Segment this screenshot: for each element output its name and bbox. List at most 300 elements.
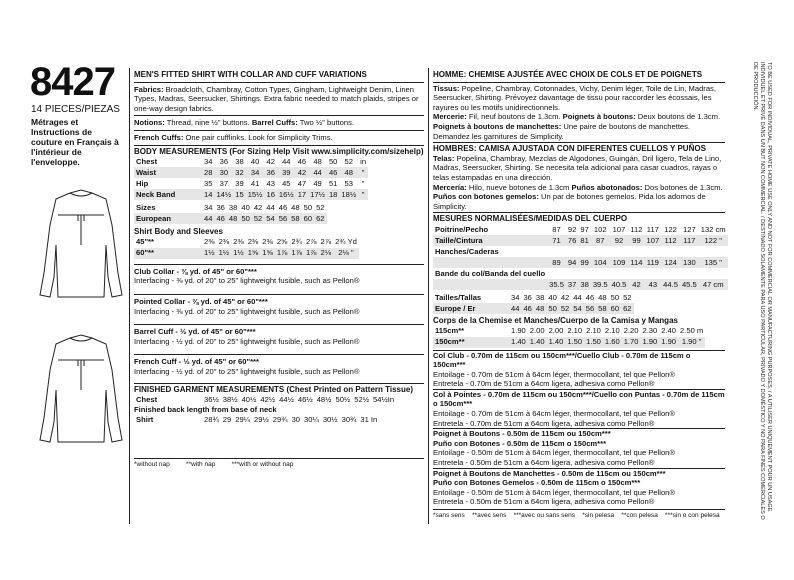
table-cell: 58 <box>598 303 607 313</box>
row-label: Bande du col/Banda del cuello <box>435 268 546 278</box>
table-cell: 2⅜ <box>233 237 244 247</box>
table-cell: 2⅜ <box>204 237 215 247</box>
table-cell: 2.40 <box>661 326 677 336</box>
table-cell: 43 <box>266 178 275 188</box>
corps-table <box>433 326 705 348</box>
table-cell: 34 <box>204 202 213 212</box>
entoilage-4: Entoilage - 0.50m de 51cm à 64cm léger, thermocollant, tel que Pellon® <box>433 487 675 497</box>
table-cell: 34 <box>511 292 520 302</box>
table-cell: 50 <box>303 202 313 212</box>
interfacing-1: Interfacing - ⅜ yd. of 20" to 25" lightweight fusible, such as Pellon® <box>134 276 360 286</box>
col-club-text: Col Club - 0.70m de 115cm ou 150cm***/Cuello Club - 0.70m de 115cm o 150cm*** <box>433 350 691 370</box>
table-cell <box>628 268 644 279</box>
table-cell: 45 <box>282 178 291 188</box>
table-cell: 119 <box>646 257 659 267</box>
table-cell: 1½ <box>218 248 230 258</box>
table-row <box>433 326 705 337</box>
table-cell: 2⅞ <box>305 237 317 247</box>
row-label: Hip <box>136 178 149 188</box>
table-cell: 122 " <box>704 235 722 245</box>
shirt-body-heading: Shirt Body and Sleeves <box>134 227 223 237</box>
table-cell: 1⅞ <box>276 248 288 258</box>
table-cell: 92 <box>567 224 577 234</box>
french-cuff-line <box>134 354 424 367</box>
table-cell: 36 <box>219 156 229 166</box>
table-cell: 32 <box>235 167 244 177</box>
table-cell: 44 <box>573 292 582 302</box>
interfacing-3: Interfacing - ½ yd. of 20" to 25" lightweight fusible, such as Pellon® <box>134 336 360 346</box>
barrel-cuff-line <box>134 324 424 337</box>
side-legal-wrapper <box>732 62 772 522</box>
mercerie-text: Fil, neuf boutons de 1.3cm. <box>468 112 561 122</box>
table-cell: 40½ <box>241 394 257 404</box>
interfacing-2: Interfacing - ⅜ yd. of 20" to 25" lightweight fusible, such as Pellon® <box>134 306 360 316</box>
table-cell: 81 <box>580 235 589 245</box>
table-cell <box>680 268 699 279</box>
table-cell: 2⅜ <box>218 237 230 247</box>
table-cell <box>699 246 728 257</box>
pattern-number: 8427 <box>30 60 115 104</box>
footnote-con-pelesa: **con pelesa <box>621 512 658 519</box>
table-cell <box>610 268 629 279</box>
table-cell: 35 <box>204 178 213 188</box>
poignet-manchettes-text: Poignet à Boutons de Manchettes - 0.50m de 115cm ou 150cm*** <box>433 468 666 478</box>
row-label <box>433 279 547 290</box>
table-cell <box>547 246 566 257</box>
table-cell: 41 <box>250 178 260 188</box>
row-label: Waist <box>136 167 156 177</box>
table-row <box>134 189 368 200</box>
table-cell: 44 <box>204 213 213 223</box>
table-cell: 44.5 <box>663 279 678 289</box>
french-spanish-section <box>433 70 725 521</box>
telas-block <box>433 154 725 183</box>
french-cuffs-label: French Cuffs: <box>134 132 184 142</box>
table-cell: 14 <box>204 189 213 199</box>
table-row <box>433 303 634 314</box>
finished-shirt-table <box>134 415 379 426</box>
french-title: HOMME: CHEMISE AJUSTÉE AVEC CHOIX DE COLS ET DE POIGNETS <box>433 70 703 79</box>
table-cell: 44 <box>266 202 275 212</box>
table-cell: 30½ <box>322 415 338 425</box>
table-cell: 40.5 <box>611 279 627 289</box>
table-cell: 1.40 <box>511 337 526 347</box>
table-cell: 54½In <box>373 394 395 404</box>
row-label: Hanches/Caderas <box>435 246 499 256</box>
table-cell: 54 <box>573 303 582 313</box>
poignet-boutons-text: Poignet à Boutons - 0.50m de 115cm ou 150cm*** <box>433 429 611 439</box>
table-cell: 1.90 " <box>681 337 702 347</box>
table-cell: 46 <box>278 202 288 212</box>
table-cell: 130 <box>683 257 696 267</box>
pointed-collar-text: Pointed Collar - ⅜ yd. of 45" or 60"*** <box>134 296 268 306</box>
table-cell: 43 <box>648 279 658 289</box>
table-cell: 38½ <box>222 394 238 404</box>
sizes-table <box>134 202 327 224</box>
footnote-sin-o-con-pelesa: ***sin o con pelesa <box>665 512 720 519</box>
table-cell: 28 <box>204 167 213 177</box>
row-label <box>433 257 547 268</box>
row-label: Tailles/Tallas <box>435 292 482 302</box>
table-row <box>433 224 728 235</box>
footnote-avec-sens: **avec sens <box>472 512 507 519</box>
table-cell: 1.90 <box>511 326 526 336</box>
footnote-sans-sens: *sans sens <box>433 512 465 519</box>
table-cell: 2.10 <box>567 326 583 336</box>
table-cell <box>578 246 590 257</box>
table-cell: 2.00 <box>548 326 564 336</box>
table-cell: 44 <box>313 167 322 177</box>
table-cell: 2⅛ " <box>338 248 354 258</box>
table-cell: 29 <box>222 415 232 425</box>
table-cell: 30¾ <box>341 415 357 425</box>
table-cell: 39.5 <box>592 279 608 289</box>
tailles-table <box>433 292 634 314</box>
table-cell <box>661 268 680 279</box>
table-cell: 36½ <box>204 394 219 404</box>
table-cell: 50 <box>241 213 250 223</box>
table-cell: 49 <box>313 178 322 188</box>
table-cell: 37 <box>567 279 577 289</box>
table-cell: 127 <box>683 224 696 234</box>
table-cell: 52 <box>344 156 353 166</box>
table-cell: 48 <box>291 202 300 212</box>
entoilage-2: Entoilage - 0.70m de 51cm à 64cm léger, thermocollant, tel que Pellon® <box>433 409 675 419</box>
table-cell: 48½ <box>316 394 332 404</box>
table-cell: 132 cm <box>700 224 726 234</box>
table-cell: 17 <box>297 189 307 199</box>
table-cell: 2.50 m <box>680 326 704 336</box>
table-cell: 76 <box>567 235 577 245</box>
table-cell: 2.00 <box>529 326 545 336</box>
table-cell: 45.5 <box>681 279 697 289</box>
club-collar-text: Club Collar - ⅜ yd. of 45" or 60"*** <box>134 266 257 276</box>
table-row <box>433 257 728 268</box>
table-cell: 107 <box>612 224 626 234</box>
table-cell: 112 <box>630 224 643 234</box>
entretela-4: Entretela - 0.50m de 51cm a 64cm ligera, adhesiva como Pellon® <box>433 497 655 507</box>
manchettes-text: Une paire de boutons de manchettes. Demandez les garnitures de Simplicity. <box>433 121 691 141</box>
notions-block <box>134 115 424 128</box>
table-cell: 117 <box>683 235 696 245</box>
table-cell: 29½ <box>254 415 269 425</box>
table-cell: 15½ <box>247 189 263 199</box>
footnote-without-nap: *without nap <box>134 460 170 468</box>
table-cell <box>591 268 610 279</box>
table-cell: 30 <box>291 415 301 425</box>
fabrics-label: Fabrics: <box>134 84 164 94</box>
poignet-manchettes-block <box>433 468 725 507</box>
table-cell: 1.90 <box>642 337 658 347</box>
table-cell: 58 <box>291 213 300 223</box>
table-cell: 42 <box>560 292 570 302</box>
fabrics-text: Broadcloth, Chambray, Cotton Types, Gingham, Lightweight Denim, Linen Types, Madras, Seersucker, Shirtings. Extra fabric needed to match plaids, stripes or one-way design fabrics. <box>134 84 419 113</box>
side-legal-text: TO BE USED FOR INDIVIDUAL, PRIVATE HOME USE ONLY AND NOT FOR COMMERCIAL OR MANUFACTURING PURPOSES. / A UTILISER UNIQUEMENT POUR UN USAGE INDIVIDUEL ET PRIVÉ DANS UN BUT NON COMMERCIAL. / DESTINADO SOLAMENTE PARA USO PARTICULAR, PRIVADO Y DOMÉSTICO Y NO PARA FINES COMERCIALES O DE PRODUCCIÓN. <box>752 62 772 520</box>
table-cell: 14½ <box>216 189 232 199</box>
table-cell: 1.60 <box>604 337 620 347</box>
table-cell: 124 <box>664 257 677 267</box>
table-cell: 50½ <box>335 394 351 404</box>
table-cell: 47 <box>297 178 307 188</box>
table-cell: 34 <box>204 156 213 166</box>
table-cell: 71 <box>552 235 561 245</box>
table-cell: 42 <box>266 156 275 166</box>
table-cell: 1.50 <box>567 337 583 347</box>
table-cell: 17½ <box>310 189 325 199</box>
table-cell: 94 <box>567 257 577 267</box>
entretela-2: Entretela - 0.70m de 51cm a 64cm ligera, adhesiva como Pellon® <box>433 418 655 428</box>
row-label: 150cm** <box>435 337 465 347</box>
table-cell: 18½ <box>341 189 357 199</box>
poignets-text: Deux boutons de 1.3cm. <box>637 112 721 122</box>
entretela-1: Entretela - 0.70m de 51cm a 64cm ligera, adhesiva como Pellon® <box>433 379 655 389</box>
table-cell: 62 <box>623 303 632 313</box>
table-cell: 54 <box>266 213 275 223</box>
table-cell: 87 <box>552 224 561 234</box>
table-cell: 38 <box>228 202 238 212</box>
table-cell: 29¾ <box>272 415 288 425</box>
puno-botones-text: Puño con Botones - 0.50m de 115cm o 150cm*** <box>433 438 607 448</box>
body-measurements-heading: BODY MEASUREMENTS (For Sizing Help Visit www.simplicity.com/sizehelp) <box>134 146 424 156</box>
table-cell: 38 <box>580 279 589 289</box>
table-cell: 1.70 <box>623 337 639 347</box>
table-cell: 56 <box>278 213 288 223</box>
table-cell: 48 <box>313 156 322 166</box>
row-label: Neck Band <box>136 189 176 199</box>
table-cell: 48 <box>344 167 353 177</box>
table-cell: " <box>361 167 365 177</box>
table-row <box>134 213 327 224</box>
notions-text: Thread, nine ½" buttons. <box>166 118 250 128</box>
table-cell: 2.10 <box>586 326 601 336</box>
table-cell: 40 <box>250 156 260 166</box>
french-cuff-text: French Cuff - ½ yd. of 45" or 60"*** <box>134 357 259 367</box>
table-cell: 46 <box>216 213 225 223</box>
col-pointes-text: Col à Pointes - 0.70m de 115cm ou 150cm***/Cuello con Puntas - 0.70m de 115cm o 150cm*** <box>433 389 725 409</box>
table-cell <box>610 246 629 257</box>
table-cell <box>628 246 644 257</box>
pointed-collar-line <box>134 294 424 307</box>
gemelos-block <box>433 192 725 211</box>
punos-text: Dos botones de 1.3cm. <box>644 182 723 192</box>
table-row <box>433 235 728 246</box>
table-cell: 50 <box>328 156 338 166</box>
table-cell: 109 <box>612 257 626 267</box>
table-cell: 46½ <box>297 394 313 404</box>
table-cell: 30¼ <box>304 415 319 425</box>
table-cell: 37 <box>219 178 229 188</box>
table-cell: 60 <box>610 303 620 313</box>
table-row <box>433 337 705 348</box>
english-footnotes <box>134 458 424 470</box>
table-cell: 48 <box>228 213 238 223</box>
table-row <box>134 167 368 178</box>
table-cell <box>566 268 578 279</box>
gemelos-text: Un par de botones gemelos. Pida los adornos de Simplicity. <box>433 192 706 211</box>
table-cell: 52 <box>560 303 570 313</box>
table-cell: 89 <box>552 257 561 267</box>
table-cell: 62 <box>316 213 325 223</box>
table-cell: 39 <box>282 167 291 177</box>
table-cell: 102 <box>593 224 607 234</box>
table-cell: 30 <box>219 167 229 177</box>
telas-label: Telas: <box>433 153 455 163</box>
french-cuffs-block <box>134 130 424 143</box>
table-cell: 2¾ <box>291 237 302 247</box>
row-label: Chest <box>136 156 158 166</box>
left-divider <box>129 68 130 524</box>
table-cell: 48 <box>598 292 607 302</box>
table-cell: 52 <box>623 292 632 302</box>
table-cell: 1⅝ <box>247 248 259 258</box>
table-cell: 2⅛ <box>320 248 332 258</box>
table-row <box>433 268 728 279</box>
table-cell: 2⅜ <box>262 237 273 247</box>
table-cell: 135 " <box>704 257 722 267</box>
english-title: MEN'S FITTED SHIRT WITH COLLAR AND CUFF VARIATIONS <box>134 70 367 79</box>
entoilage-3: Entoilage - 0.50m de 51cm à 64cm léger, thermocollant, tel que Pellon® <box>433 448 675 458</box>
table-cell <box>645 246 662 257</box>
table-cell: 28¾ <box>204 415 219 425</box>
table-cell: 1.40 <box>529 337 545 347</box>
table-cell: 48 <box>535 303 545 313</box>
table-cell <box>566 246 578 257</box>
table-cell: 47 cm <box>702 279 724 289</box>
mesures-heading: MESURES NORMALISÉES/MEDIDAS DEL CUERPO <box>433 212 725 224</box>
french-cuffs-text: One pair cufflinks. Look for Simplicity Trims. <box>185 132 333 142</box>
table-cell: 44 <box>511 303 520 313</box>
row-label: Europe / Er <box>435 303 476 313</box>
table-cell: 38 <box>235 156 244 166</box>
table-cell: 18 <box>328 189 338 199</box>
table-cell <box>578 268 590 279</box>
table-cell: 40 <box>548 292 557 302</box>
table-cell: 2⅜ <box>247 237 259 247</box>
table-cell: 31 In <box>360 415 378 425</box>
row-label: Taille/Cintura <box>435 235 483 245</box>
table-cell <box>680 246 699 257</box>
table-cell: 2⅞ <box>320 237 332 247</box>
table-cell: 38 <box>535 292 545 302</box>
mercerie-block <box>433 112 725 122</box>
table-cell: 1⅝ <box>262 248 273 258</box>
table-row <box>134 415 379 426</box>
table-cell: 42 <box>632 279 641 289</box>
punos-label: Puños abotonados: <box>571 182 643 192</box>
footnote-with-nap: **with nap <box>186 460 216 468</box>
table-cell: 39 <box>235 178 244 188</box>
barrel-cuff-text: Barrel Cuff - ½ yd. of 45" or 60"*** <box>134 327 256 337</box>
table-cell: 1½ <box>233 248 244 258</box>
table-cell: 15 <box>235 189 244 199</box>
table-cell: 1.90 <box>661 337 677 347</box>
table-cell: 34 <box>250 167 260 177</box>
table-row <box>134 178 368 189</box>
poignets-label: Poignets à boutons: <box>562 112 636 122</box>
table-cell: 117 <box>646 224 659 234</box>
puno-gemelos-text: Puño con Botones Gemelos - 0.50m de 115cm o 150cm*** <box>433 478 641 488</box>
table-cell: 53 <box>344 178 353 188</box>
table-cell: 99 <box>632 235 641 245</box>
table-row <box>134 156 368 167</box>
table-cell: 52½ <box>354 394 370 404</box>
table-cell: 29¼ <box>235 415 251 425</box>
center-divider <box>428 68 429 524</box>
table-cell: 16 <box>266 189 275 199</box>
table-row <box>134 237 359 248</box>
shirt-back-drawing-1 <box>34 185 129 305</box>
table-cell: 52 <box>253 213 263 223</box>
table-cell: 114 <box>630 257 643 267</box>
tissus-text: Popeline, Chambray, Cotonnades, Vichy, Denim léger, Toile de Lin, Madras, Seersucker, Shirting. Prévoyez davantage de tissu pour raccorder les écossais, les rayures ou les motifs unidirectionnels. <box>433 83 716 112</box>
table-cell <box>661 246 680 257</box>
shirt-yardage-table <box>134 237 359 259</box>
table-cell: 99 <box>580 257 589 267</box>
col-pointes-block <box>433 389 725 428</box>
fabrics-block <box>134 82 424 114</box>
spanish-title: HOMBRES: CAMISA AJUSTADA CON DIFERENTES CUELLOS Y PUÑOS <box>433 142 725 154</box>
table-cell: 42 <box>253 202 263 212</box>
corps-heading: Corps de la Chemise et Manches/Cuerpo de la Camisa y Mangas <box>433 315 678 325</box>
poignet-boutons-block <box>433 428 725 467</box>
table-cell: 1.40 <box>548 337 564 347</box>
table-cell: 46 <box>585 292 595 302</box>
finished-heading: FINISHED GARMENT MEASUREMENTS (Chest Printed on Pattern Tissue) <box>134 383 424 395</box>
manchettes-block <box>433 122 725 141</box>
row-label: 115cm** <box>435 326 465 336</box>
table-cell: 2.20 <box>623 326 639 336</box>
col-club-block <box>433 350 725 389</box>
table-cell: 107 <box>646 235 660 245</box>
finished-chest-table <box>134 394 396 405</box>
table-cell: 51 <box>328 178 338 188</box>
table-row <box>433 246 728 257</box>
table-cell: 35.5 <box>549 279 564 289</box>
merceria-block <box>433 183 725 193</box>
table-cell: 122 <box>664 224 677 234</box>
table-cell: 97 <box>580 224 589 234</box>
table-row <box>433 292 634 303</box>
footnote-avec-ou-sans-sens: ***avec ou sans sens <box>513 512 576 519</box>
table-cell <box>591 246 610 257</box>
table-cell <box>645 268 662 279</box>
manchettes-label: Poignets à boutons de manchettes: <box>433 121 562 131</box>
table-cell: in <box>360 156 367 166</box>
row-label: Chest <box>136 394 158 404</box>
barrel-cuffs-label: Barrel Cuffs: <box>251 118 298 128</box>
table-cell: 1½ <box>204 248 215 258</box>
mercerie-label: Mercerie: <box>433 112 467 122</box>
entoilage-1: Entoilage - 0.70m de 51cm à 64cm léger, thermocollant, tel que Pellon® <box>433 369 675 379</box>
footnote-sin-pelesa: *sin pelesa <box>582 512 615 519</box>
table-cell: 36 <box>266 167 275 177</box>
table-cell: 1⅞ <box>305 248 317 258</box>
table-cell: 46 <box>297 156 307 166</box>
table-cell: " <box>361 189 365 199</box>
table-cell: 1⅞ <box>291 248 302 258</box>
barrel-cuffs-text: Two ½" buttons. <box>299 118 354 128</box>
back-length-label: Finished back length from base of neck <box>134 405 277 415</box>
row-label: 60"** <box>136 248 154 258</box>
table-row <box>134 202 327 213</box>
merceria-text: Hilo, nueve botones de 1.3cm <box>468 182 570 192</box>
table-cell <box>547 268 566 279</box>
table-cell: 50 <box>610 292 620 302</box>
club-collar-line <box>134 264 424 277</box>
french-instructions-note: Métrages et Instructions de couture en Français à l'intérieur de l'enveloppe. <box>31 117 119 167</box>
shirt-back-drawing-2 <box>34 330 129 450</box>
table-cell: 36 <box>523 292 532 302</box>
